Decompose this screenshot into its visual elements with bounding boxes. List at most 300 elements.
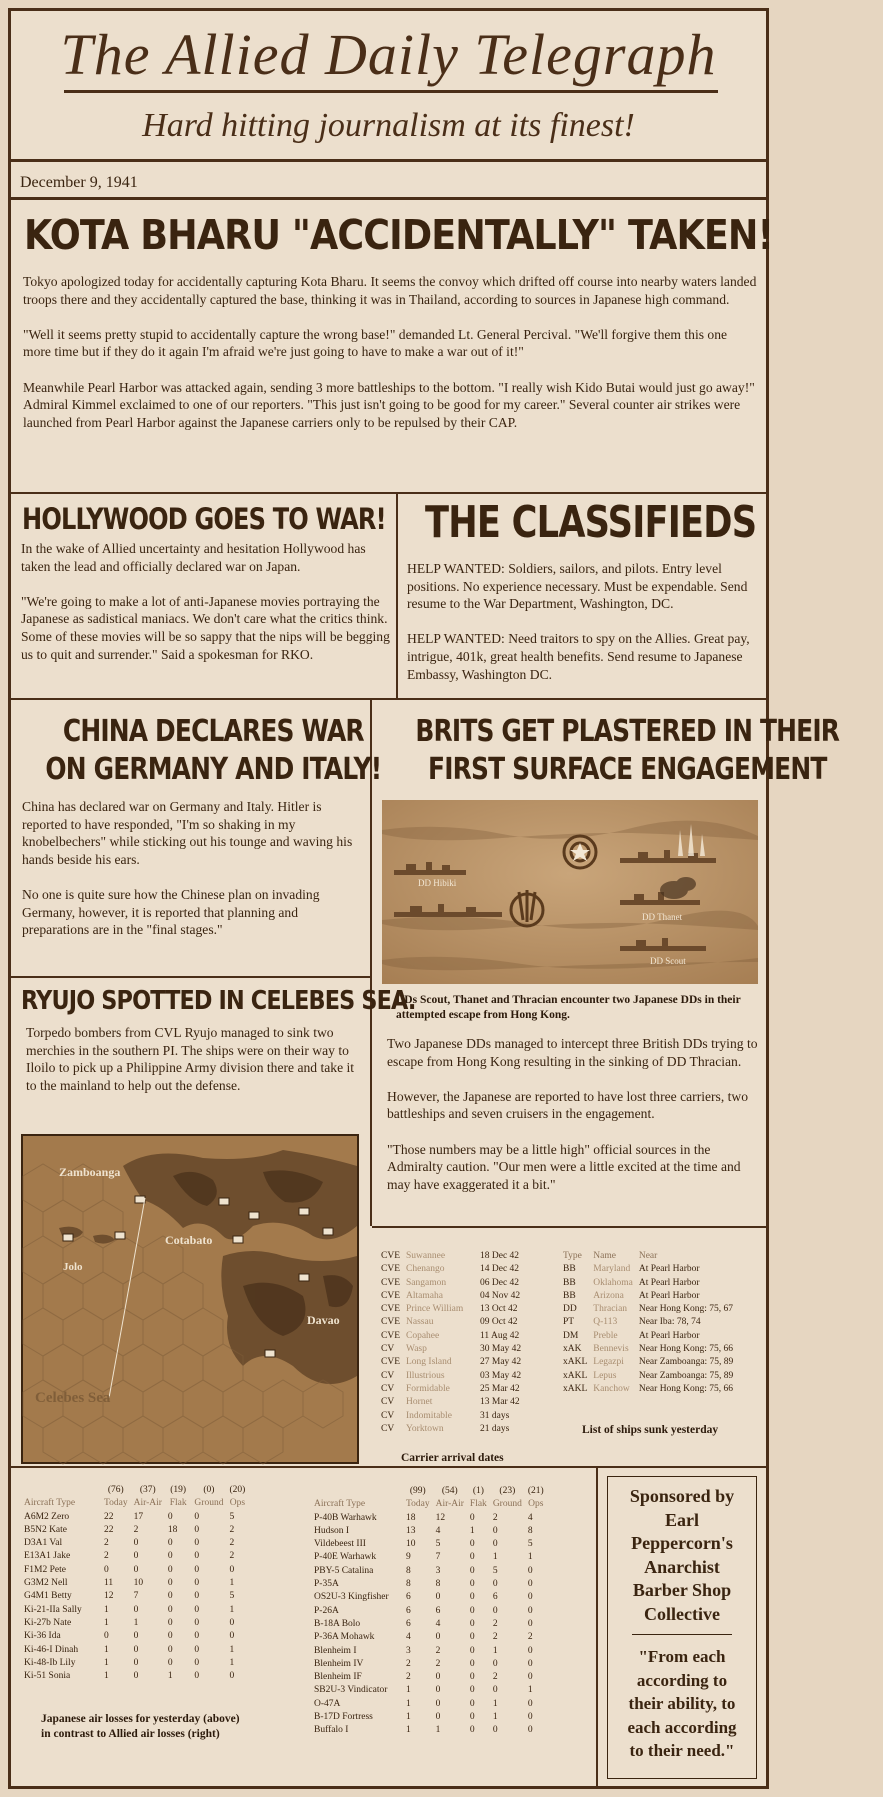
loss-value: 6: [406, 1618, 411, 1629]
loss-value: 18: [406, 1512, 416, 1523]
aircraft-type: Ki-46-I Dinah: [24, 1644, 79, 1655]
loss-value: 0: [229, 1564, 235, 1575]
table-row: [378, 1410, 524, 1423]
loss-value: 0: [469, 1605, 475, 1616]
loss-value: 7: [133, 1591, 139, 1602]
quote-line: their ability, to: [628, 1694, 736, 1713]
aircraft-type: Blenheim IF: [314, 1672, 362, 1683]
loss-value: 8: [406, 1579, 411, 1590]
loss-value: 1: [406, 1712, 411, 1723]
loss-value: 10: [133, 1578, 144, 1589]
ship-type: BB: [563, 1264, 576, 1275]
sponsor-line: Collective: [644, 1603, 720, 1624]
loss-value: 2: [229, 1524, 235, 1535]
table-row: [21, 1644, 248, 1657]
arrival-date: 09 Oct 42: [480, 1317, 518, 1328]
totals-row: [21, 1484, 248, 1497]
loss-value: 2: [229, 1538, 235, 1549]
loss-value: 8: [527, 1525, 533, 1536]
ship-type: xAKL: [563, 1357, 588, 1368]
column-header: Flak: [469, 1499, 487, 1510]
column-header: Name: [593, 1251, 616, 1261]
lead-story: [23, 273, 758, 431]
allied-air-losses: [311, 1485, 547, 1738]
aircraft-type: G4M1 Betty: [24, 1591, 72, 1602]
arrival-date: 03 May 42: [480, 1370, 522, 1381]
ship-location: At Pearl Harbor: [638, 1264, 700, 1275]
ship-type: CV: [381, 1410, 395, 1421]
hollywood-paragraph: "We're going to make a lot of anti-Japanese movies portraying the Japanese as sadistical maniacs. We don't care what the critics think. Some of these movies will be so sappy that the nips will be begging us to quit and surrender." Said a spokesman for RKO.: [21, 593, 390, 662]
loss-value: 0: [167, 1564, 173, 1575]
arrival-date: 04 Nov 42: [480, 1290, 521, 1301]
total-cell: (20): [229, 1485, 246, 1495]
loss-value: 2: [492, 1672, 498, 1683]
loss-value: 0: [469, 1552, 475, 1563]
loss-value: 0: [469, 1725, 475, 1736]
ryujo-story: [26, 1024, 366, 1094]
ship-type: xAK: [563, 1344, 582, 1355]
map-label: Cotabato: [165, 1233, 213, 1247]
loss-value: 0: [469, 1512, 475, 1523]
loss-value: 7: [435, 1552, 441, 1563]
loss-value: 1: [406, 1685, 411, 1696]
loss-value: 0: [527, 1605, 533, 1616]
aircraft-type: P-40B Warhawk: [314, 1512, 377, 1523]
loss-value: 1: [229, 1657, 235, 1668]
table-row: [21, 1550, 248, 1563]
ryujo-headline: RYUJO SPOTTED IN CELEBES SEA.: [21, 986, 416, 1016]
loss-value: 0: [133, 1551, 139, 1562]
divider: [11, 492, 766, 494]
loss-value: 2: [229, 1551, 235, 1562]
map-label: Celebes Sea: [35, 1390, 111, 1406]
total-cell: (23): [499, 1486, 516, 1496]
ship-type: CVE: [381, 1357, 400, 1368]
ship-name: Nassau: [406, 1317, 434, 1328]
loss-value: 2: [492, 1512, 498, 1523]
loss-value: 8: [406, 1565, 411, 1576]
arrival-date: 25 Mar 42: [480, 1383, 520, 1394]
arrival-date: 13 Oct 42: [480, 1304, 518, 1315]
loss-value: 1: [492, 1645, 498, 1656]
divider: [11, 197, 766, 200]
loss-value: 22: [104, 1524, 114, 1535]
sponsor-line: Peppercorn's: [631, 1533, 733, 1553]
aircraft-type: Ki-48-Ib Lily: [24, 1657, 76, 1668]
aircraft-type: Ki-21-IIa Sally: [24, 1604, 82, 1615]
column-header: Air-Air: [435, 1499, 464, 1510]
loss-value: 9: [406, 1552, 411, 1563]
table-row: [311, 1684, 547, 1697]
ship-name: Kanchow: [593, 1383, 630, 1394]
table-row: [21, 1577, 248, 1590]
loss-value: 0: [133, 1564, 139, 1575]
loss-value: 0: [167, 1657, 173, 1668]
loss-value: 0: [133, 1644, 139, 1655]
map-label: Davao: [307, 1313, 340, 1327]
loss-value: 1: [104, 1604, 109, 1615]
naval-engagement-image: [382, 800, 758, 984]
table-row: [560, 1383, 736, 1396]
table-row: [21, 1617, 248, 1630]
loss-value: 0: [492, 1605, 498, 1616]
ship-location: At Pearl Harbor: [638, 1330, 700, 1341]
loss-value: 0: [469, 1579, 475, 1590]
loss-value: 0: [167, 1551, 173, 1562]
ship-type: CVE: [381, 1304, 400, 1315]
ship-location: Near Iba: 78, 74: [638, 1317, 701, 1328]
loss-value: 0: [527, 1592, 533, 1603]
table-row: [311, 1538, 547, 1551]
loss-value: 0: [527, 1579, 533, 1590]
aircraft-type: E13A1 Jake: [24, 1551, 71, 1562]
loss-value: 1: [104, 1671, 109, 1682]
china-headline-line: CHINA DECLARES WAR: [62, 714, 364, 749]
ship-location: Near Zamboanga: 75, 89: [638, 1370, 734, 1381]
china-paragraph: China has declared war on Germany and Italy. Hitler is reported to have responded, "I'm so shaking in my knobelbechers" while sticking out his tounge and waving his hands beside his ears.: [22, 799, 353, 867]
table-row: [378, 1263, 524, 1276]
loss-value: 12: [104, 1591, 114, 1602]
loss-value: 0: [133, 1671, 139, 1682]
ship-type: PT: [563, 1317, 575, 1328]
aircraft-type: B-18A Bolo: [314, 1618, 361, 1629]
aircraft-type: P-35A: [314, 1579, 339, 1590]
loss-value: 6: [492, 1592, 498, 1603]
table-row: [560, 1370, 736, 1383]
loss-value: 0: [167, 1511, 173, 1522]
loss-value: 0: [229, 1671, 235, 1682]
quote-line: "From each: [638, 1647, 726, 1666]
loss-value: 0: [167, 1631, 173, 1642]
loss-value: 0: [194, 1617, 200, 1628]
loss-value: 22: [104, 1511, 114, 1522]
brits-story: [387, 1035, 763, 1193]
loss-value: 0: [435, 1685, 441, 1696]
ships-sunk-caption: List of ships sunk yesterday: [582, 1424, 719, 1436]
aircraft-type: OS2U-3 Kingfisher: [314, 1592, 389, 1603]
loss-value: 2: [492, 1618, 498, 1629]
column-header: Flak: [169, 1498, 187, 1509]
arrival-date: 30 May 42: [480, 1344, 522, 1355]
arrival-date: 31 days: [480, 1410, 510, 1421]
table-row: [560, 1343, 736, 1356]
total-cell: (1): [472, 1486, 484, 1496]
ship-type: CV: [381, 1344, 395, 1355]
table-row: [560, 1303, 736, 1316]
loss-value: 0: [133, 1657, 139, 1668]
loss-value: 0: [435, 1632, 441, 1643]
ship-type: BB: [563, 1290, 576, 1301]
ship-location: Near Hong Kong: 75, 66: [638, 1383, 734, 1394]
table-row: [311, 1618, 547, 1631]
aircraft-type: Blenheim IV: [314, 1658, 364, 1669]
ship-name: Preble: [593, 1330, 618, 1341]
ship-location: At Pearl Harbor: [638, 1290, 700, 1301]
loss-value: 6: [406, 1592, 411, 1603]
loss-value: 4: [435, 1525, 441, 1536]
table-row: [311, 1698, 547, 1711]
arrival-date: 27 May 42: [480, 1357, 522, 1368]
table-row: [311, 1711, 547, 1724]
philippines-map: [21, 1134, 359, 1464]
table-row: [21, 1604, 248, 1617]
loss-value: 1: [435, 1725, 441, 1736]
total-cell: (76): [107, 1485, 124, 1495]
loss-value: 0: [194, 1538, 200, 1549]
loss-value: 0: [469, 1698, 475, 1709]
ship-name: Maryland: [593, 1264, 631, 1275]
total-cell: (37): [139, 1485, 156, 1495]
loss-value: 0: [469, 1685, 475, 1696]
japanese-air-losses-table: [21, 1484, 248, 1683]
ship-name: Wasp: [406, 1344, 427, 1355]
spacer: [311, 1485, 403, 1498]
table-row: [378, 1250, 524, 1263]
loss-value: 0: [527, 1672, 533, 1683]
column-header: Today: [104, 1498, 128, 1509]
loss-value: 0: [133, 1538, 139, 1549]
map-illustration: [23, 1136, 357, 1462]
total-cell: (19): [170, 1485, 187, 1495]
loss-value: 0: [133, 1631, 139, 1642]
aircraft-type: D3A1 Val: [24, 1538, 63, 1549]
header-row: [311, 1498, 547, 1511]
arrival-date: 11 Aug 42: [480, 1330, 520, 1341]
ship-label: DD Scout: [650, 956, 686, 966]
aircraft-type: A6M2 Zero: [24, 1511, 70, 1522]
table-row: [378, 1383, 524, 1396]
loss-value: 2: [104, 1538, 109, 1549]
carrier-arrivals: [378, 1250, 524, 1436]
loss-value: 0: [167, 1591, 173, 1602]
loss-value: 2: [435, 1645, 441, 1656]
classified-ad: HELP WANTED: Soldiers, sailors, and pilots. Entry level positions. No experience necessary. Must be expendable. Send resume to the War Department, Washington, DC.: [407, 561, 748, 612]
loss-value: 0: [194, 1671, 200, 1682]
loss-value: 0: [167, 1538, 173, 1549]
loss-value: 0: [527, 1565, 533, 1576]
column-header: Today: [406, 1499, 430, 1510]
aircraft-type: P-36A Mohawk: [314, 1632, 375, 1643]
aircraft-type: O-47A: [314, 1698, 341, 1709]
hollywood-paragraph: In the wake of Allied uncertainty and hesitation Hollywood has taken the lead and officially declared war on Japan.: [21, 541, 366, 574]
ship-name: Suwannee: [406, 1251, 446, 1261]
arrival-date: 21 days: [480, 1423, 510, 1434]
ship-type: CVE: [381, 1277, 400, 1288]
loss-value: 0: [469, 1539, 475, 1550]
loss-value: 0: [527, 1618, 533, 1629]
japanese-air-losses: [21, 1484, 248, 1683]
total-cell: (54): [441, 1486, 458, 1496]
ship-location: Near Hong Kong: 75, 66: [638, 1344, 734, 1355]
loss-value: 1: [104, 1617, 109, 1628]
ship-location: Near Zamboanga: 75, 89: [638, 1357, 734, 1368]
ship-name: Prince William: [406, 1304, 464, 1315]
brits-paragraph: However, the Japanese are reported to have lost three carriers, two battleships and seven cruisers in the engagement.: [387, 1088, 749, 1122]
loss-value: 0: [104, 1564, 109, 1575]
totals-row: [311, 1485, 547, 1498]
loss-value: 0: [469, 1672, 475, 1683]
loss-value: 0: [492, 1579, 498, 1590]
loss-value: 0: [194, 1524, 200, 1535]
spacer: [21, 1484, 101, 1497]
divider: [11, 698, 766, 700]
arrival-date: 06 Dec 42: [480, 1277, 520, 1288]
loss-value: 4: [527, 1512, 533, 1523]
ship-type: CV: [381, 1423, 395, 1434]
ship-name: Illustrious: [406, 1370, 445, 1381]
ship-type: CV: [381, 1383, 395, 1394]
table-row: [560, 1316, 736, 1329]
loss-value: 1: [133, 1617, 139, 1628]
table-row: [21, 1670, 248, 1683]
loss-value: 0: [229, 1617, 235, 1628]
ship-type: DD: [563, 1304, 577, 1315]
ship-name: Lepus: [593, 1370, 617, 1381]
loss-value: 0: [527, 1725, 533, 1736]
sponsor-line: Barber Shop: [632, 1580, 732, 1600]
ship-type: CVE: [381, 1264, 400, 1275]
table-row: [378, 1356, 524, 1369]
column-header: Ops: [528, 1499, 544, 1510]
table-row: [378, 1330, 524, 1343]
quote-line: each according: [627, 1717, 737, 1737]
loss-value: 0: [194, 1564, 200, 1575]
loss-value: 0: [469, 1658, 475, 1669]
column-header: Ops: [229, 1498, 246, 1509]
table-row: [21, 1524, 248, 1537]
loss-value: 17: [133, 1511, 144, 1522]
ship-type: xAKL: [563, 1383, 588, 1394]
ship-name: Arizona: [593, 1290, 624, 1301]
carrier-arrivals-caption: Carrier arrival dates: [401, 1452, 504, 1464]
ship-type: CV: [381, 1370, 395, 1381]
table-row: [378, 1290, 524, 1303]
table-row: [378, 1303, 524, 1316]
table-row: [21, 1537, 248, 1550]
ships-sunk: [560, 1250, 736, 1396]
arrival-date: 13 Mar 42: [480, 1397, 520, 1408]
ship-name: Indomitable: [406, 1410, 452, 1421]
table-row: [21, 1511, 248, 1524]
loss-value: 0: [527, 1712, 533, 1723]
table-row: [21, 1564, 248, 1577]
table-row: [311, 1605, 547, 1618]
ship-name: Legazpi: [593, 1357, 624, 1368]
ship-type: CVE: [381, 1330, 400, 1341]
ship-type: CVE: [381, 1251, 400, 1261]
ship-name: Bennevis: [593, 1344, 629, 1355]
china-headline-line: ON GERMANY AND ITALY!: [45, 752, 382, 787]
lead-paragraph: "Well it seems pretty stupid to accidentally capture the wrong base!" demanded Lt. General Percival. "We'll forgive them this one more time but if they do it again I'm afraid we're just going to have to make a war out of it!": [23, 326, 728, 360]
ship-location: Near Hong Kong: 75, 67: [638, 1304, 734, 1315]
china-headline: [11, 713, 382, 789]
divider: [372, 1226, 766, 1228]
table-row: [378, 1370, 524, 1383]
classifieds-list: [407, 560, 761, 683]
naval-engagement-illustration: [382, 800, 758, 984]
loss-value: 0: [492, 1658, 498, 1669]
air-losses-caption: [41, 1712, 281, 1742]
loss-value: 0: [167, 1617, 173, 1628]
loss-value: 0: [194, 1604, 200, 1615]
naval-engagement-caption: DDs Scout, Thanet and Thracian encounter two Japanese DDs in their attempted escape from Hong Kong.: [396, 994, 741, 1021]
table-row: [311, 1724, 547, 1737]
aircraft-type: B-17D Fortress: [314, 1712, 373, 1723]
loss-value: 0: [133, 1604, 139, 1615]
table-row: [311, 1565, 547, 1578]
aircraft-type: F1M2 Pete: [24, 1564, 66, 1575]
brits-headline-line: BRITS GET PLASTERED IN THEIR: [415, 714, 840, 749]
loss-value: 1: [229, 1604, 235, 1615]
loss-value: 0: [194, 1551, 200, 1562]
ship-type: DM: [563, 1330, 579, 1341]
loss-value: 1: [527, 1552, 533, 1563]
loss-value: 0: [435, 1712, 441, 1723]
loss-value: 0: [469, 1592, 475, 1603]
table-row: [378, 1423, 524, 1436]
loss-value: 0: [167, 1604, 173, 1615]
loss-value: 0: [167, 1644, 173, 1655]
aircraft-type: Buffalo I: [314, 1725, 349, 1736]
loss-value: 2: [406, 1658, 411, 1669]
ship-name: Altamaha: [406, 1290, 443, 1301]
loss-value: 0: [527, 1698, 533, 1709]
ship-name: Oklahoma: [593, 1277, 633, 1288]
loss-value: 0: [492, 1725, 498, 1736]
loss-value: 0: [194, 1591, 200, 1602]
column-header: Aircraft Type: [24, 1498, 76, 1509]
ships-sunk-table: [560, 1250, 736, 1396]
table-row: [311, 1578, 547, 1591]
loss-value: 4: [435, 1618, 441, 1629]
loss-value: 0: [194, 1657, 200, 1668]
sponsor-name: [608, 1485, 756, 1626]
table-row: [378, 1277, 524, 1290]
ship-name: Yorktown: [406, 1423, 444, 1434]
loss-value: 6: [406, 1605, 411, 1616]
loss-value: 5: [435, 1539, 441, 1550]
loss-value: 0: [492, 1539, 498, 1550]
table-row: [311, 1671, 547, 1684]
newspaper-page: [8, 8, 840, 1789]
column-header: Air-Air: [133, 1498, 162, 1509]
loss-value: 0: [492, 1525, 498, 1536]
loss-value: 2: [406, 1672, 411, 1683]
table-row: [311, 1591, 547, 1604]
loss-value: 0: [469, 1712, 475, 1723]
table-row: [311, 1512, 547, 1525]
table-row: [560, 1277, 736, 1290]
divider: [596, 1468, 598, 1786]
loss-value: 1: [104, 1657, 109, 1668]
air-losses-caption-line: Japanese air losses for yesterday (above): [41, 1713, 240, 1725]
loss-value: 1: [406, 1698, 411, 1709]
brits-paragraph: Two Japanese DDs managed to intercept three British DDs trying to escape from Hong Kong resulting in the sinking of DD Thracian.: [387, 1036, 758, 1069]
table-row: [311, 1631, 547, 1644]
loss-value: 0: [167, 1578, 173, 1589]
column-header: Type: [563, 1251, 582, 1261]
brits-paragraph: "Those numbers may be a little high" official sources in the Admiralty caution. "Our men were a little excited at the time and may have exaggerated it a bit.": [387, 1141, 741, 1192]
table-row: [311, 1658, 547, 1671]
ship-name: Formidable: [406, 1383, 450, 1394]
china-paragraph: No one is quite sure how the Chinese plan on invading Germany, however, it is reported that planning and preparations are in the "final stages.": [22, 886, 320, 938]
aircraft-type: P-26A: [314, 1605, 339, 1616]
divider: [11, 1466, 766, 1468]
total-cell: (99): [409, 1486, 426, 1496]
table-row: [311, 1525, 547, 1538]
ship-name: Chenango: [406, 1264, 445, 1275]
aircraft-type: B5N2 Kate: [24, 1524, 68, 1535]
